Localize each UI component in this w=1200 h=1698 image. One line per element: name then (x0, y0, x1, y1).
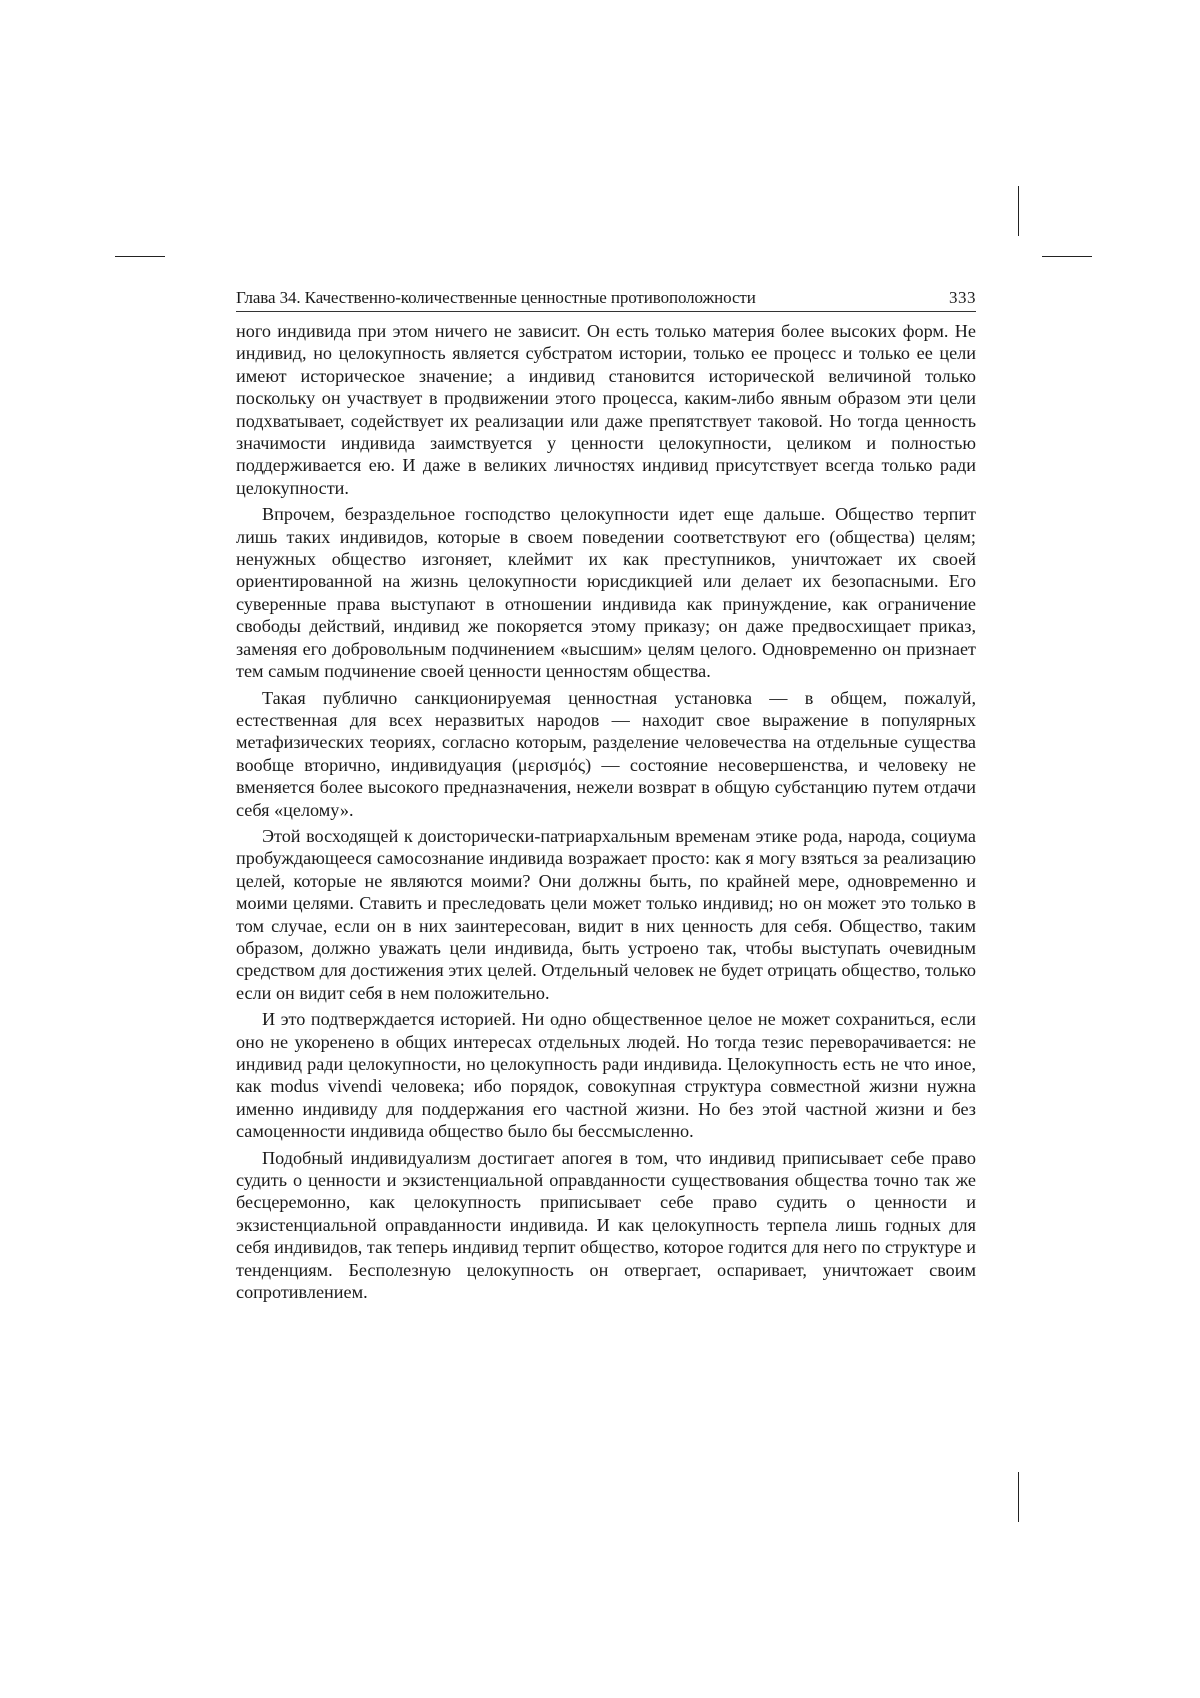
paragraph-3: Такая публично санкционируемая ценностная установка — в общем, пожалуй, естественная для всех неразвитых народов — находит свое выражение в популярных метафизических теориях, согласно которым, разделение человечества на отдельные существа вообще вторично, индивидуация (μερισμός) — состояние несовершенства, и человеку не вменяется более высокого предназначения, нежели возврат в общую субстанцию путем отдачи себя «целому». (236, 687, 976, 820)
paragraph-1: ного индивида при этом ничего не зависит. Он есть только материя более высоких форм. Не индивид, но целокупность является субстратом истории, только ее процесс и только ее цели имеют историческое значение; а индивид становится исторической величиной только поскольку он участвует в продвижении этого процесса, каким-либо явным образом эти цели подхватывает, содействует их реализации или даже препятствует таковой. Но тогда ценность значимости индивида заимствуется у ценности целокупности, целиком и полностью поддерживается ею. И даже в великих личностях индивид присутствует всегда только ради целокупности. (236, 321, 976, 498)
paragraph-2: Впрочем, безраздельное господство целокупности идет еще дальше. Общество терпит лишь таких индивидов, которые в своем поведении соответствуют его (общества) целям; ненужных общество изгоняет, клеймит их как преступников, уничтожает их своей ориентированной на жизнь целокупности юрисдикцией или делает их безопасными. Его суверенные права выступают в отношении индивида как принуждение, как ограничение свободы действий, индивид же покоряется этому приказу; он даже предвосхищает приказ, заменяя его добровольным подчинением «высшим» целям целого. Одновременно он признает тем самым подчинение своей ценности ценностям общества. (236, 504, 976, 682)
chapter-title: Глава 34. Качественно-количественные ценностные противоположности (236, 288, 756, 307)
body-text (236, 320, 976, 1303)
paragraph-5: И это подтверждается историей. Ни одно общественное целое не может сохраниться, если оно не укоренено в общих интересах отдельных людей. Но тогда тезис переворачивается: не индивид ради целокупности, но целокупность ради индивида. Целокупность есть не что иное, как modus vivendi человека; ибо порядок, совокупная структура совместной жизни нужна именно индивиду для поддержания его частной жизни. Но без этой частной жизни и без самоценности индивида общество было бы бессмысленно. (236, 1009, 976, 1142)
paragraph-4: Этой восходящей к доисторически-патриархальным временам этике рода, народа, социума пробуждающееся самосознание индивида возражает просто: как я могу взяться за реализацию целей, которые не являются моими? Они должны быть, по крайней мере, одновременно и моими целями. Ставить и преследовать цели может только индивид; но он может это только в том случае, если он в них заинтересован, видит в них ценность для себя. Общество, таким образом, должно уважать цели индивида, быть устроено так, чтобы выступать очевидным средством для достижения этих целей. Отдельный человек не будет отрицать общество, только если он видит себя в нем положительно. (236, 825, 976, 1003)
crop-mark-bottom-vertical (1018, 1472, 1019, 1522)
crop-mark-left (115, 256, 165, 257)
page-number: 333 (949, 288, 976, 307)
crop-mark-right (1042, 256, 1092, 257)
running-head (236, 283, 976, 312)
crop-mark-top-vertical (1018, 186, 1019, 236)
paragraph-6: Подобный индивидуализм достигает апогея в том, что индивид приписывает себе право судить о ценности и экзистенциальной оправданности существования общества точно так же бесцеремонно, как целокупность приписывает себе право судить о ценности и экзистенциальной оправданности индивида. И как целокупность терпела лишь годных для себя индивидов, так теперь индивид терпит общество, которое годится для него по структуре и тенденциям. Бесполезную целокупность он отвергает, оспаривает, уничтожает своим сопротивлением. (236, 1147, 976, 1303)
